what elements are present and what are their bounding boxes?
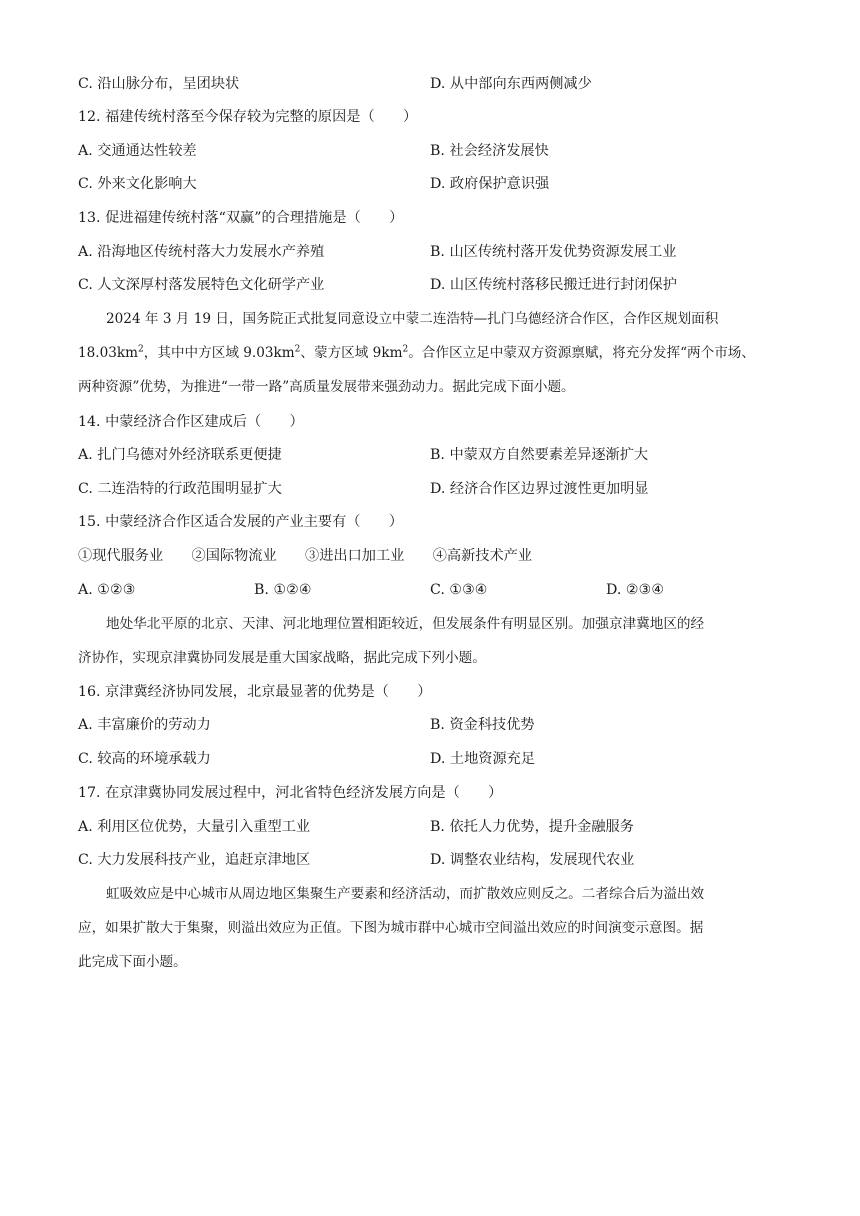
q16-option-d: D. 土地资源充足	[430, 751, 536, 767]
q13-option-c: C. 人文深厚村落发展特色文化研学产业	[78, 277, 325, 293]
q17-option-b: B. 依托人力优势，提升金融服务	[430, 819, 634, 835]
q13-option-b: B. 山区传统村落开发优势资源发展工业	[430, 244, 677, 260]
q17-stem-row	[78, 781, 778, 805]
passage-economic-zone	[78, 302, 778, 404]
q15-stem-row	[78, 510, 778, 534]
q11-options-cd	[78, 72, 778, 96]
q14-stem: 14. 中蒙经济合作区建成后（ ）	[78, 414, 304, 430]
q13-option-a: A. 沿海地区传统村落大力发展水产养殖	[78, 244, 325, 260]
q14-option-c: C. 二连浩特的行政范围明显扩大	[78, 481, 282, 497]
passage1-line2c: 、蒙方区域 9km	[300, 345, 403, 361]
passage1-sup1: 2	[138, 344, 144, 355]
q12-option-b: B. 社会经济发展快	[430, 143, 549, 159]
q16-options-cd	[78, 747, 778, 771]
passage3-line3: 此完成下面小题。	[78, 954, 187, 970]
q12-option-a: A. 交通通达性较差	[78, 143, 197, 159]
q14-option-d: D. 经济合作区边界过渡性更加明显	[430, 481, 649, 497]
q13-stem-row	[78, 206, 778, 230]
q16-option-a: A. 丰富廉价的劳动力	[78, 717, 211, 733]
q17-stem: 17. 在京津冀协同发展过程中，河北省特色经济发展方向是（ ）	[78, 785, 503, 801]
q15-items: ①现代服务业 ②国际物流业 ③进出口加工业 ④高新技术产业	[78, 548, 533, 564]
q17-option-c: C. 大力发展科技产业，追赶京津地区	[78, 852, 311, 868]
q17-options-ab	[78, 815, 778, 839]
q11-option-d: D. 从中部向东西两侧减少	[430, 76, 592, 92]
q15-stem: 15. 中蒙经济合作区适合发展的产业主要有（ ）	[78, 514, 404, 530]
q11-option-c: C. 沿山脉分布，呈团块状	[78, 76, 240, 92]
q15-option-a: A. ①②③	[78, 582, 136, 598]
q15-options	[78, 578, 778, 602]
passage1-line2a: 18.03km	[78, 345, 139, 361]
passage1-sup3: 2	[402, 344, 409, 355]
q17-options-cd	[78, 848, 778, 872]
passage-spillover	[78, 877, 778, 979]
q14-options-ab	[78, 443, 778, 467]
passage2-line1: 地处华北平原的北京、天津、河北地理位置相距较近，但发展条件有明显区别。加强京津冀地区的经	[106, 616, 705, 632]
q13-stem: 13. 促进福建传统村落“双赢”的合理措施是（ ）	[78, 210, 404, 226]
q16-stem-row	[78, 680, 778, 704]
passage3-line1: 虹吸效应是中心城市从周边地区集聚生产要素和经济活动，而扩散效应则反之。二者综合后为溢出效	[106, 886, 705, 902]
q12-option-d: D. 政府保护意识强	[430, 176, 550, 192]
q12-stem-row	[78, 105, 778, 129]
q15-option-c: C. ①③④	[430, 582, 488, 598]
q12-stem: 12. 福建传统村落至今保存较为完整的原因是（ ）	[78, 109, 418, 125]
q12-option-c: C. 外来文化影响大	[78, 176, 197, 192]
q16-option-c: C. 较高的环境承载力	[78, 751, 211, 767]
q12-options-cd	[78, 172, 778, 196]
passage1-line2b: ，其中中方区域 9.03km	[143, 345, 295, 361]
passage1-line2d: 。合作区立足中蒙双方资源禀赋，将充分发挥“两个市场、	[408, 345, 755, 361]
q13-option-d: D. 山区传统村落移民搬迁进行封闭保护	[430, 277, 677, 293]
q12-options-ab	[78, 139, 778, 163]
q17-option-a: A. 利用区位优势，大量引入重型工业	[78, 819, 311, 835]
q16-option-b: B. 资金科技优势	[430, 717, 535, 733]
q13-options-ab	[78, 240, 778, 264]
q14-option-a: A. 扎门乌德对外经济联系更便捷	[78, 447, 282, 463]
q15-items-row	[78, 544, 778, 568]
passage1-line3: 两种资源”优势，为推进“一带一路”高质量发展带来强劲动力。据此完成下面小题。	[78, 379, 575, 395]
passage3-line2: 应，如果扩散大于集聚，则溢出效应为正值。下图为城市群中心城市空间溢出效应的时间演变示意图。据	[78, 920, 704, 936]
passage2-line2: 济协作，实现京津冀协同发展是重大国家战略，据此完成下列小题。	[78, 650, 486, 666]
q13-options-cd	[78, 273, 778, 297]
q14-option-b: B. 中蒙双方自然要素差异逐渐扩大	[430, 447, 649, 463]
q17-option-d: D. 调整农业结构，发展现代农业	[430, 852, 635, 868]
q15-option-b: B. ①②④	[254, 582, 312, 598]
q15-option-d: D. ②③④	[606, 582, 665, 598]
q16-options-ab	[78, 713, 778, 737]
passage1-line1: 2024 年 3 月 19 日，国务院正式批复同意设立中蒙二连浩特—扎门乌德经济合作区，合作区规划面积	[106, 311, 719, 327]
passage1-sup2: 2	[294, 344, 301, 355]
q14-stem-row	[78, 410, 778, 434]
q16-stem: 16. 京津冀经济协同发展，北京最显著的优势是（ ）	[78, 684, 432, 700]
q14-options-cd	[78, 477, 778, 501]
passage-jingjinji	[78, 607, 778, 675]
